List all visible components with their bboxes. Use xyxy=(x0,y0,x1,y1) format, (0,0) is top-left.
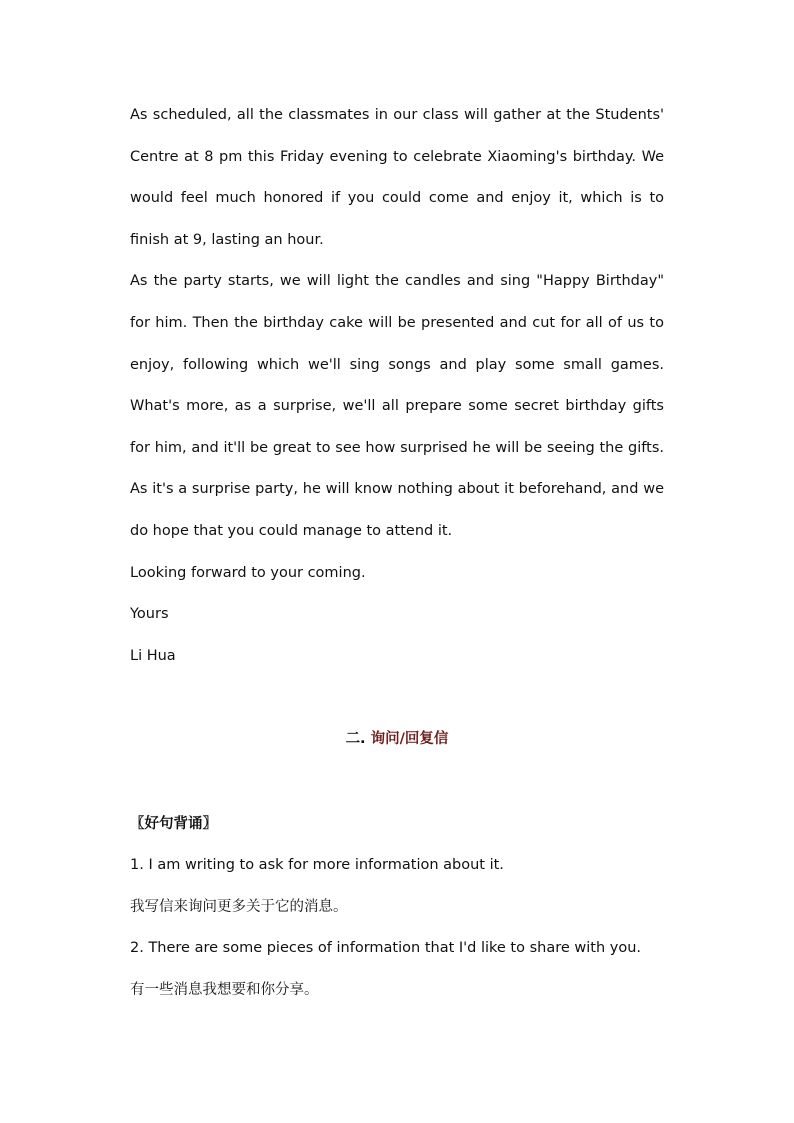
section-number: 二. xyxy=(345,731,366,747)
letter-paragraph-2: As the party starts, we will light the candles and sing "Happy Birthday" for him. Then the birthday cake will be presented and cut for all of us to enjoy, following which we'll sing songs and play some small games. What's more, as a surprise, we'll all prepare some secret birthday gifts for him, and it'll be great to see how surprised he will be seeing the gifts. As it's a surprise party, he will know nothing about it beforehand, and we do hope that you could manage to attend it. xyxy=(130,273,664,539)
phrase-2-chinese: 有一些消息我想要和你分享。 xyxy=(130,982,319,998)
letter-body xyxy=(130,95,664,677)
letter-closing: Looking forward to your coming. xyxy=(130,564,366,581)
letter-paragraph-1: As scheduled, all the classmates in our class will gather at the Students' Centre at 8 pm this Friday evening to celebrate Xiaoming's birthday. We would feel much honored if you could come and enjoy it, which is to finish at 9, lasting an hour. xyxy=(130,107,664,248)
phrase-2-english: 2. There are some pieces of information that I'd like to share with you. xyxy=(130,940,642,956)
section-title: 询问/回复信 xyxy=(370,731,449,747)
section-heading xyxy=(0,729,794,749)
letter-signoff: Yours xyxy=(130,606,169,623)
letter-signature: Li Hua xyxy=(130,647,176,664)
phrase-1-chinese: 我写信来询问更多关于它的消息。 xyxy=(130,899,348,915)
phrase-1-english: 1. I am writing to ask for more information about it. xyxy=(130,857,504,873)
phrases-label: 〖好句背诵〗 xyxy=(130,816,217,832)
